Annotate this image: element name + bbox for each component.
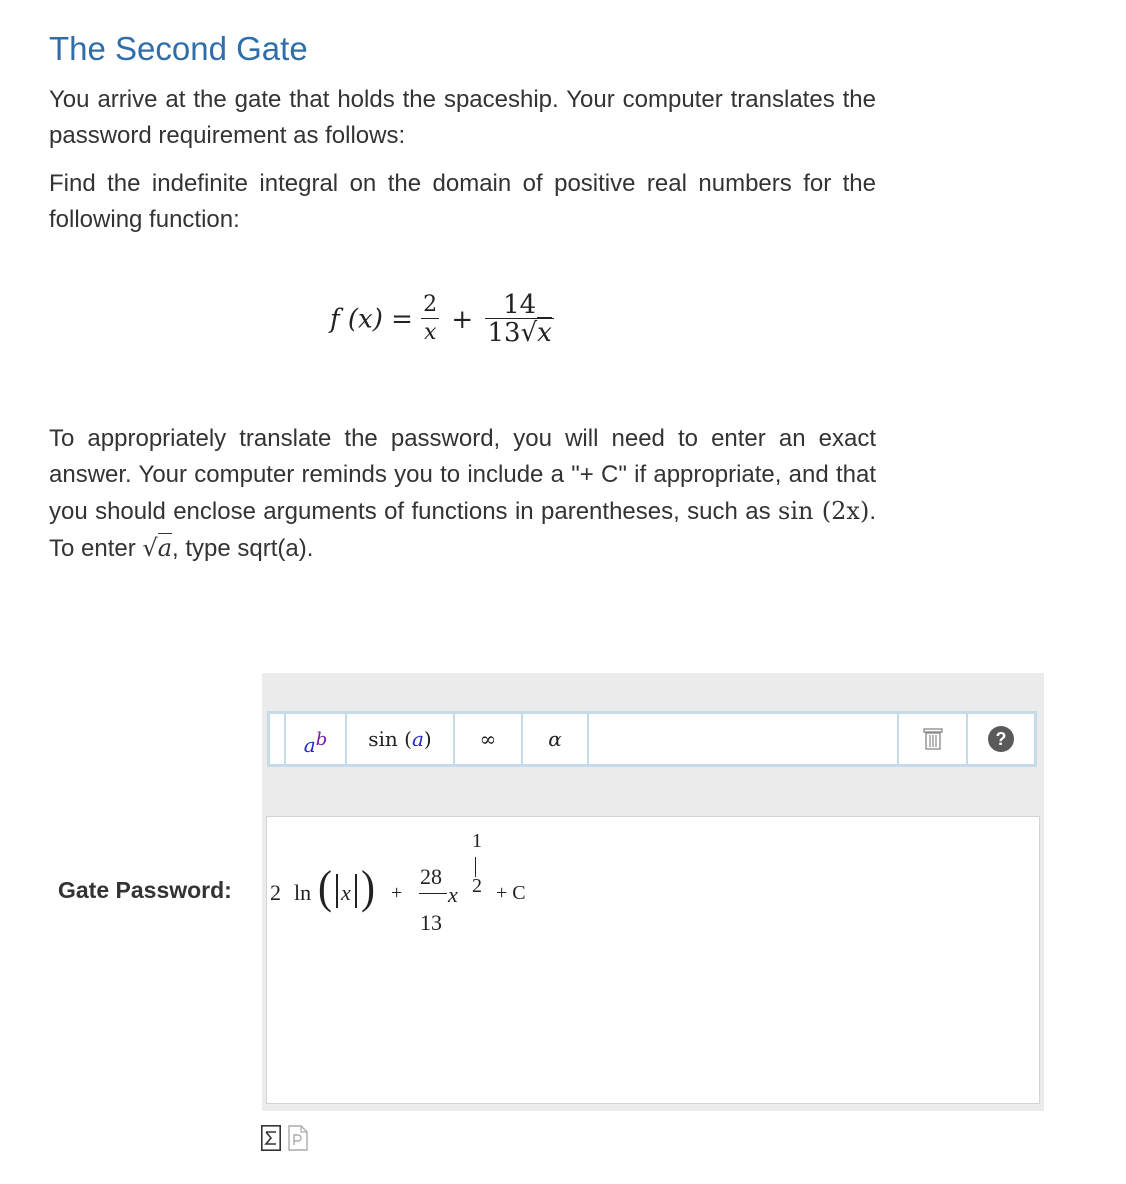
instructions-example: sin (2x) xyxy=(778,497,870,525)
answer-frac-bar xyxy=(419,893,447,894)
function-formula xyxy=(330,292,554,362)
task-paragraph: Find the indefinite integral on the domain of positive real numbers for the following function: xyxy=(49,170,876,233)
answer-arg: x xyxy=(341,880,351,905)
power-button[interactable] xyxy=(284,714,347,764)
answer-exp-bar xyxy=(475,857,476,877)
sqrt-example xyxy=(142,533,172,562)
sqrt-example-var: a xyxy=(157,534,172,562)
answer-exp-den: 2 xyxy=(472,875,482,897)
sqrt-sign-icon: √ xyxy=(142,534,158,562)
abs-bar-left-icon xyxy=(336,874,338,908)
greek-alpha-button[interactable] xyxy=(523,714,589,764)
sin-arg: a xyxy=(411,727,424,751)
right-paren-icon: ) xyxy=(361,862,375,914)
page-title: The Second Gate xyxy=(49,30,308,67)
sigma-icon[interactable] xyxy=(261,1125,281,1151)
formula-plus: + xyxy=(451,304,474,335)
formula-term2-den-var: x xyxy=(537,318,552,348)
answer-fn: ln xyxy=(294,880,312,905)
power-exponent: b xyxy=(315,728,328,750)
plain-text-icon[interactable] xyxy=(288,1125,308,1151)
formula-term1 xyxy=(421,292,439,347)
answer-var: x xyxy=(448,882,458,907)
help-icon: ? xyxy=(988,726,1014,752)
answer-const: + C xyxy=(496,882,526,904)
formula-term2-den xyxy=(485,318,553,347)
alpha-symbol: α xyxy=(548,727,562,751)
answer-expression xyxy=(268,830,568,940)
help-button[interactable] xyxy=(968,714,1034,764)
formula-term2-num: 14 xyxy=(503,290,537,320)
instructions-text-a: To appropriately translate the password, you will need to enter an exact answer. Your computer reminds you to include a "+ C" if appropriate, and that you should enclose arguments of functions in parentheses, such as xyxy=(49,425,876,525)
instructions-paragraph xyxy=(49,421,876,567)
answer-coef: 2 xyxy=(270,880,281,905)
formula-term2-den-coef: 13 xyxy=(487,318,521,348)
intro-paragraph: You arrive at the gate that holds the spaceship. Your computer translates the password requirement as follows: xyxy=(49,86,876,149)
sqrt-icon: √ xyxy=(520,318,538,348)
sin-button[interactable]: sin ( a ) xyxy=(347,714,455,764)
answer-exp-num: 1 xyxy=(472,830,482,852)
power-base: a xyxy=(303,733,316,757)
gate-password-label: Gate Password: xyxy=(58,877,232,903)
instructions-text-c: , type sqrt(a). xyxy=(172,535,314,562)
trash-icon xyxy=(923,728,943,750)
answer-frac-num: 28 xyxy=(420,864,442,889)
clear-button[interactable] xyxy=(897,714,968,764)
abs-bar-right-icon xyxy=(355,874,357,908)
formula-term1-den: x xyxy=(421,318,439,347)
formula-term1-num: 2 xyxy=(423,292,438,317)
sin-fn: sin xyxy=(368,727,398,751)
infinity-button[interactable] xyxy=(455,714,523,764)
formula-lhs: f (x) = xyxy=(330,304,413,335)
left-paren-icon: ( xyxy=(318,862,332,914)
formula-term2 xyxy=(485,292,553,347)
answer-frac-den: 13 xyxy=(420,910,442,935)
answer-plus: + xyxy=(391,882,403,904)
instructions-text-b: . To enter xyxy=(49,498,877,562)
infinity-symbol: ∞ xyxy=(479,727,497,751)
editor-toolbar xyxy=(267,711,1037,767)
